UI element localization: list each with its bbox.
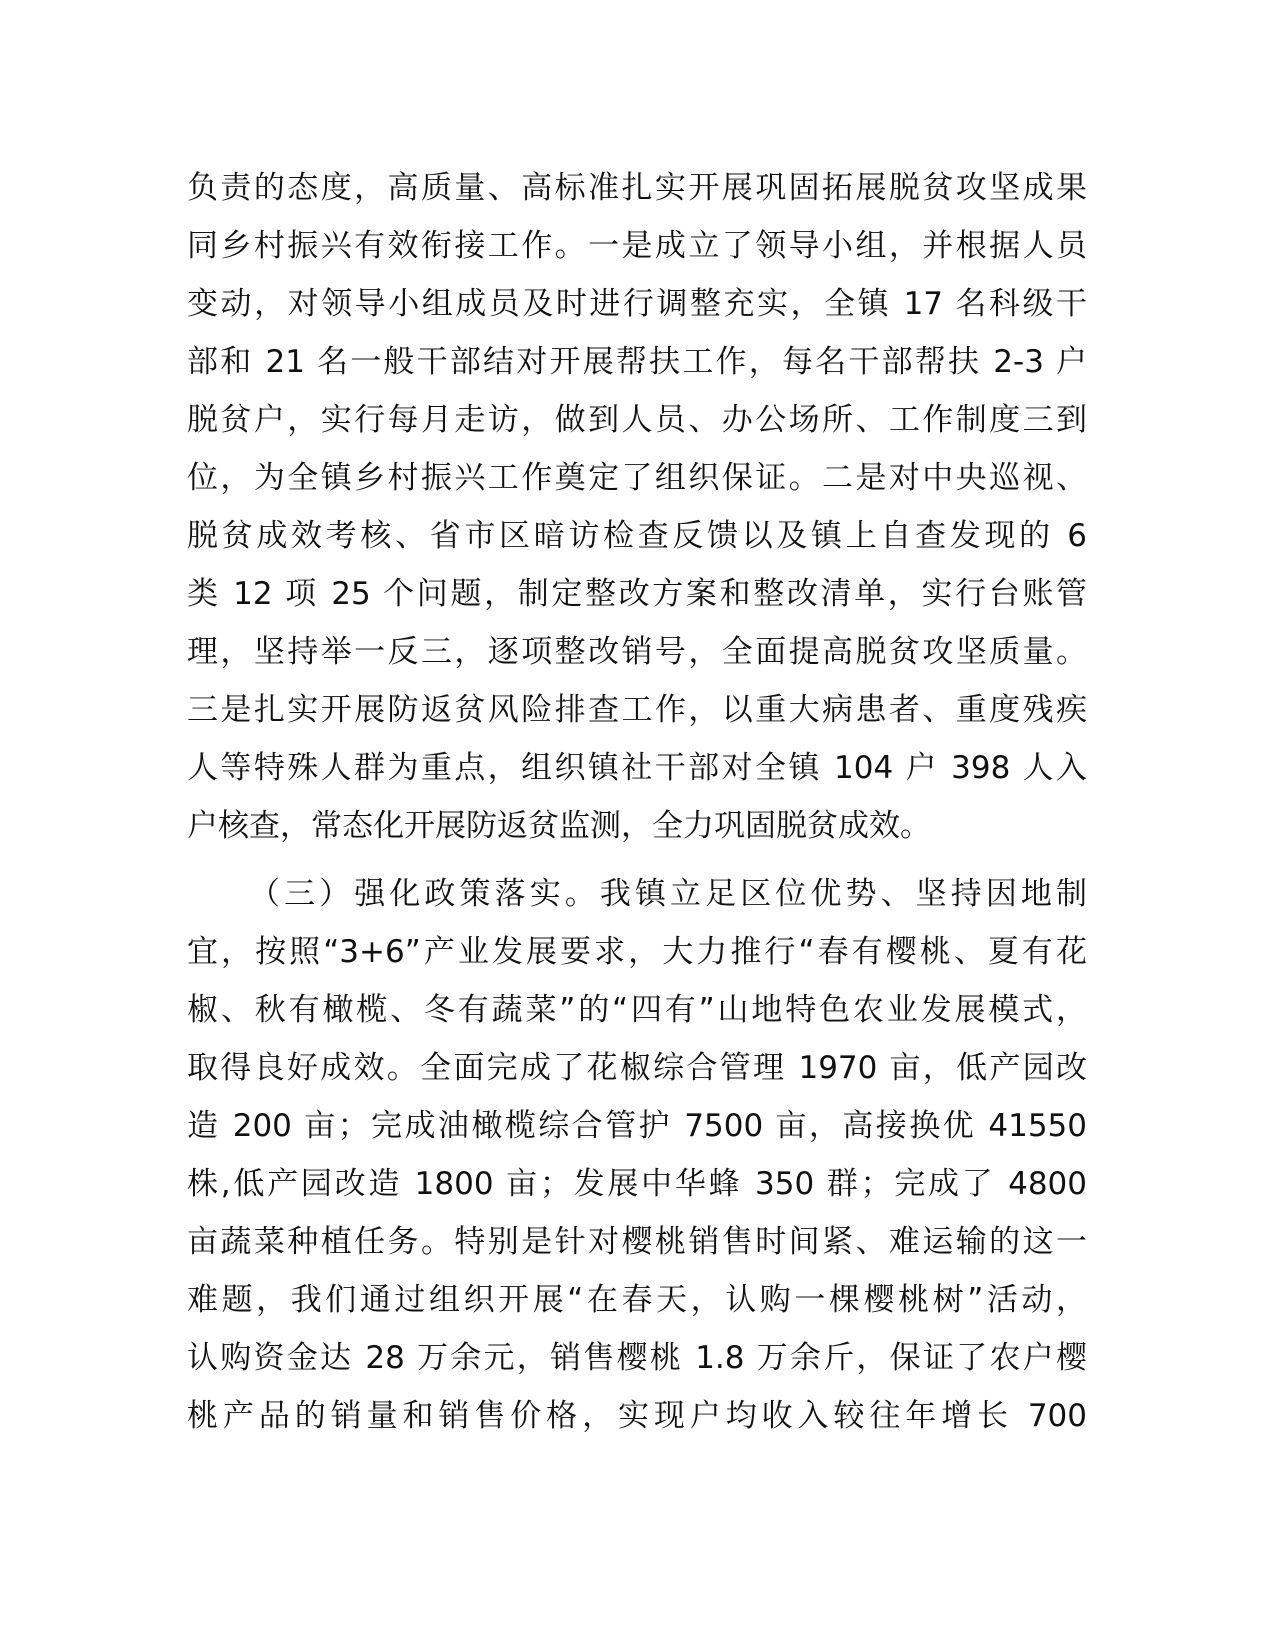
text-line: 类 12 项 25 个问题，制定整改方案和整改清单，实行台账管 <box>187 576 1087 612</box>
text-line: 理，坚持举一反三，逐项整改销号，全面提高脱贫攻坚质量。 <box>187 634 1087 670</box>
text-line: 位，为全镇乡村振兴工作奠定了组织保证。二是对中央巡视、 <box>187 460 1087 496</box>
text-line: 株,低产园改造 1800 亩；发展中华蜂 350 群；完成了 4800 <box>187 1166 1087 1202</box>
text-line: 脱贫户，实行每月走访，做到人员、办公场所、工作制度三到 <box>187 402 1087 438</box>
text-line: 部和 21 名一般干部结对开展帮扶工作，每名干部帮扶 2-3 户 <box>187 344 1087 380</box>
text-line: 认购资金达 28 万余元，销售樱桃 1.8 万余斤，保证了农户樱 <box>187 1340 1087 1376</box>
text-line: 椒、秋有橄榄、冬有蔬菜”的“四有”山地特色农业发展模式， <box>187 992 1087 1028</box>
text-line: 桃产品的销量和销售价格，实现户均收入较往年增长 700 <box>187 1398 1087 1434</box>
text-line: 亩蔬菜种植任务。特别是针对樱桃销售时间紧、难运输的这一 <box>187 1224 1087 1260</box>
paragraph-2 <box>187 865 1087 1445</box>
text-line: 同乡村振兴有效衔接工作。一是成立了领导小组，并根据人员 <box>187 228 1087 264</box>
text-line: 脱贫成效考核、省市区暗访检查反馈以及镇上自查发现的 6 <box>187 518 1087 554</box>
text-line: 造 200 亩；完成油橄榄综合管护 7500 亩，高接换优 41550 <box>187 1108 1087 1144</box>
text-line: 取得良好成效。全面完成了花椒综合管理 1970 亩，低产园改 <box>187 1050 1087 1086</box>
text-line: 难题，我们通过组织开展“在春天，认购一棵樱桃树”活动， <box>187 1282 1087 1318</box>
text-line: 三是扎实开展防返贫风险排查工作，以重大病患者、重度残疾 <box>187 692 1087 728</box>
text-line: 户核查，常态化开展防返贫监测，全力巩固脱贫成效。 <box>187 808 931 844</box>
text-line: 宜，按照“3+6”产业发展要求，大力推行“春有樱桃、夏有花 <box>187 934 1087 970</box>
text-line: 变动，对领导小组成员及时进行调整充实，全镇 17 名科级干 <box>187 286 1087 322</box>
section-heading-line: （三）强化政策落实。我镇立足区位优势、坚持因地制 <box>249 876 1087 912</box>
paragraph-1 <box>187 159 1087 855</box>
text-line: 负责的态度，高质量、高标准扎实开展巩固拓展脱贫攻坚成果 <box>187 170 1087 206</box>
text-line: 人等特殊人群为重点，组织镇社干部对全镇 104 户 398 人入 <box>187 750 1087 786</box>
